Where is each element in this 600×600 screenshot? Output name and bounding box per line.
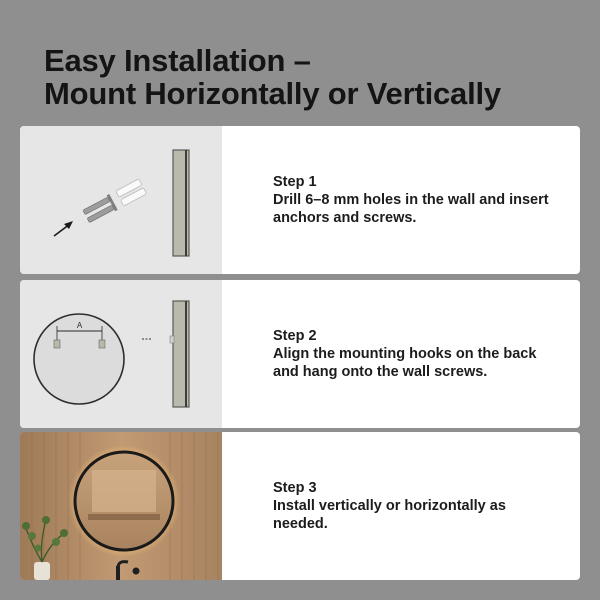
hook-profile — [170, 336, 174, 343]
step-3-description: Install vertically or horizontally as needed. — [273, 498, 506, 532]
dimension-label: A — [76, 321, 83, 330]
step-3-photo — [20, 432, 222, 580]
installed-mirror-photo — [20, 432, 222, 580]
step-1-card — [20, 126, 580, 274]
screws — [82, 194, 118, 224]
step-1-description: Drill 6–8 mm holes in the wall and insert anchors and screws. — [273, 192, 549, 226]
step-3-card — [20, 432, 580, 580]
step-2-text — [273, 280, 558, 428]
step-1-label: Step 1 — [273, 174, 317, 190]
mounting-hook-right — [99, 340, 105, 348]
step-3-text — [273, 432, 558, 580]
step-1-illustration — [20, 126, 222, 274]
step-2-illustration — [20, 280, 222, 428]
step-3-label: Step 3 — [273, 480, 317, 496]
wall-anchors — [116, 179, 147, 206]
step-1-text — [273, 126, 558, 274]
page-title — [44, 44, 501, 110]
title-line-2: Mount Horizontally or Vertically — [44, 76, 501, 111]
step-2-description: Align the mounting hooks on the back and hang onto the wall screws. — [273, 346, 537, 380]
mounting-hooks-illustration — [20, 280, 222, 428]
title-line-1: Easy Installation – — [44, 43, 311, 78]
mounting-hook-left — [54, 340, 60, 348]
anchors-screws-illustration — [20, 126, 222, 274]
arrow-icon — [54, 221, 73, 236]
step-2-label: Step 2 — [273, 328, 317, 344]
step-2-card — [20, 280, 580, 428]
